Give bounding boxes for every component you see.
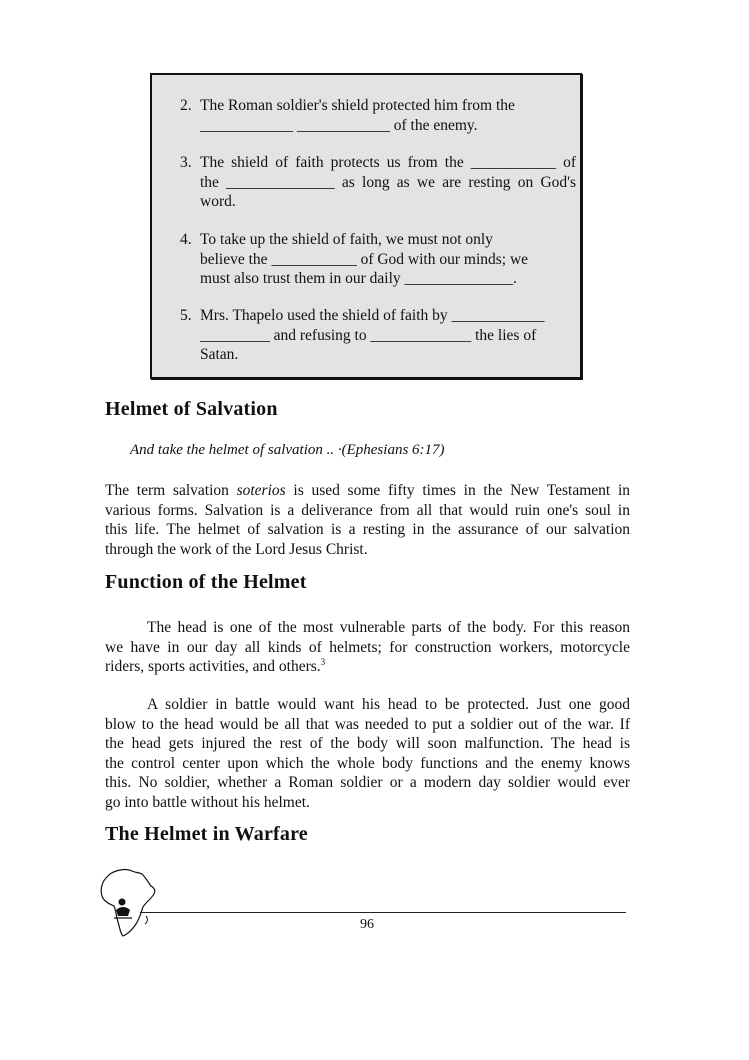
paragraph-line: various forms. Salvation is a deliverance from all that would ruin one's soul in — [105, 501, 630, 519]
question-line: must also trust them in our daily ______________. — [200, 270, 517, 287]
question-line: The Roman soldier's shield protected him from the — [200, 97, 515, 114]
section-heading-helmet-of-salvation: Helmet of Salvation — [105, 398, 278, 420]
footnote-reference[interactable]: 3 — [320, 656, 326, 667]
question-line: Satan. — [200, 346, 239, 363]
paragraph-line: through the work of the Lord Jesus Christ. — [105, 540, 368, 558]
paragraph-line: The term salvation soterios is used some fifty times in the New Testament in — [105, 482, 631, 499]
question-line: believe the ___________ of God with our minds; we — [200, 250, 529, 268]
section-heading-function-of-helmet: Function of the Helmet — [105, 571, 307, 593]
paragraph-line: A soldier in battle would want his head to be protected. Just one good — [147, 696, 630, 713]
question-line: To take up the shield of faith, we must not only — [200, 231, 493, 248]
question-number: 5. — [180, 307, 192, 324]
question-number: 4. — [180, 231, 192, 248]
paragraph-line: blow to the head would be all that was needed to put a soldier out of the war. If — [105, 715, 630, 733]
paragraph-line: The head is one of the most vulnerable parts of the body. For this reason — [147, 619, 630, 636]
review-questions-box — [150, 73, 582, 379]
paragraph-line: riders, sports activities, and others.$^3$ — [105, 656, 326, 675]
page-number: 96 — [360, 917, 374, 932]
paragraph-line: we have in our day all kinds of helmets; for construction workers, motorcycle — [105, 638, 630, 656]
question-line: Mrs. Thapelo used the shield of faith by ____________ — [200, 307, 545, 324]
function-paragraph-1 — [105, 618, 630, 677]
question-number: 3. — [180, 154, 192, 171]
greek-term: soterios — [236, 482, 286, 499]
question-line: _________ and refusing to _____________ the lies of — [200, 326, 537, 344]
question-line: word. — [200, 193, 236, 210]
function-paragraph-2 — [105, 695, 630, 812]
scripture-quote: And take the helmet of salvation .. ·(Ephesians 6:17) — [130, 442, 445, 458]
paragraph-line: the control center upon which the whole body functions and the enemy knows — [105, 754, 630, 772]
salvation-paragraph — [105, 481, 630, 559]
question-line: the ______________ as long as we are resting on God's — [200, 173, 576, 191]
question-line: ____________ ____________ of the enemy. — [200, 116, 478, 134]
paragraph-line: this life. The helmet of salvation is a resting in the assurance of our salvation — [105, 521, 630, 538]
section-heading-helmet-in-warfare: The Helmet in Warfare — [105, 823, 308, 845]
footer-rule — [140, 912, 626, 913]
paragraph-line: this. No soldier, whether a Roman soldier or a modern day soldier would ever — [105, 774, 630, 791]
paragraph-line: the head gets injured the rest of the body will soon malfunction. The head is — [105, 735, 630, 752]
paragraph-line: go into battle without his helmet. — [105, 793, 310, 811]
question-line: The shield of faith protects us from the ___________ of — [200, 154, 576, 171]
africa-map-logo-icon — [96, 866, 158, 940]
question-number: 2. — [180, 97, 192, 114]
